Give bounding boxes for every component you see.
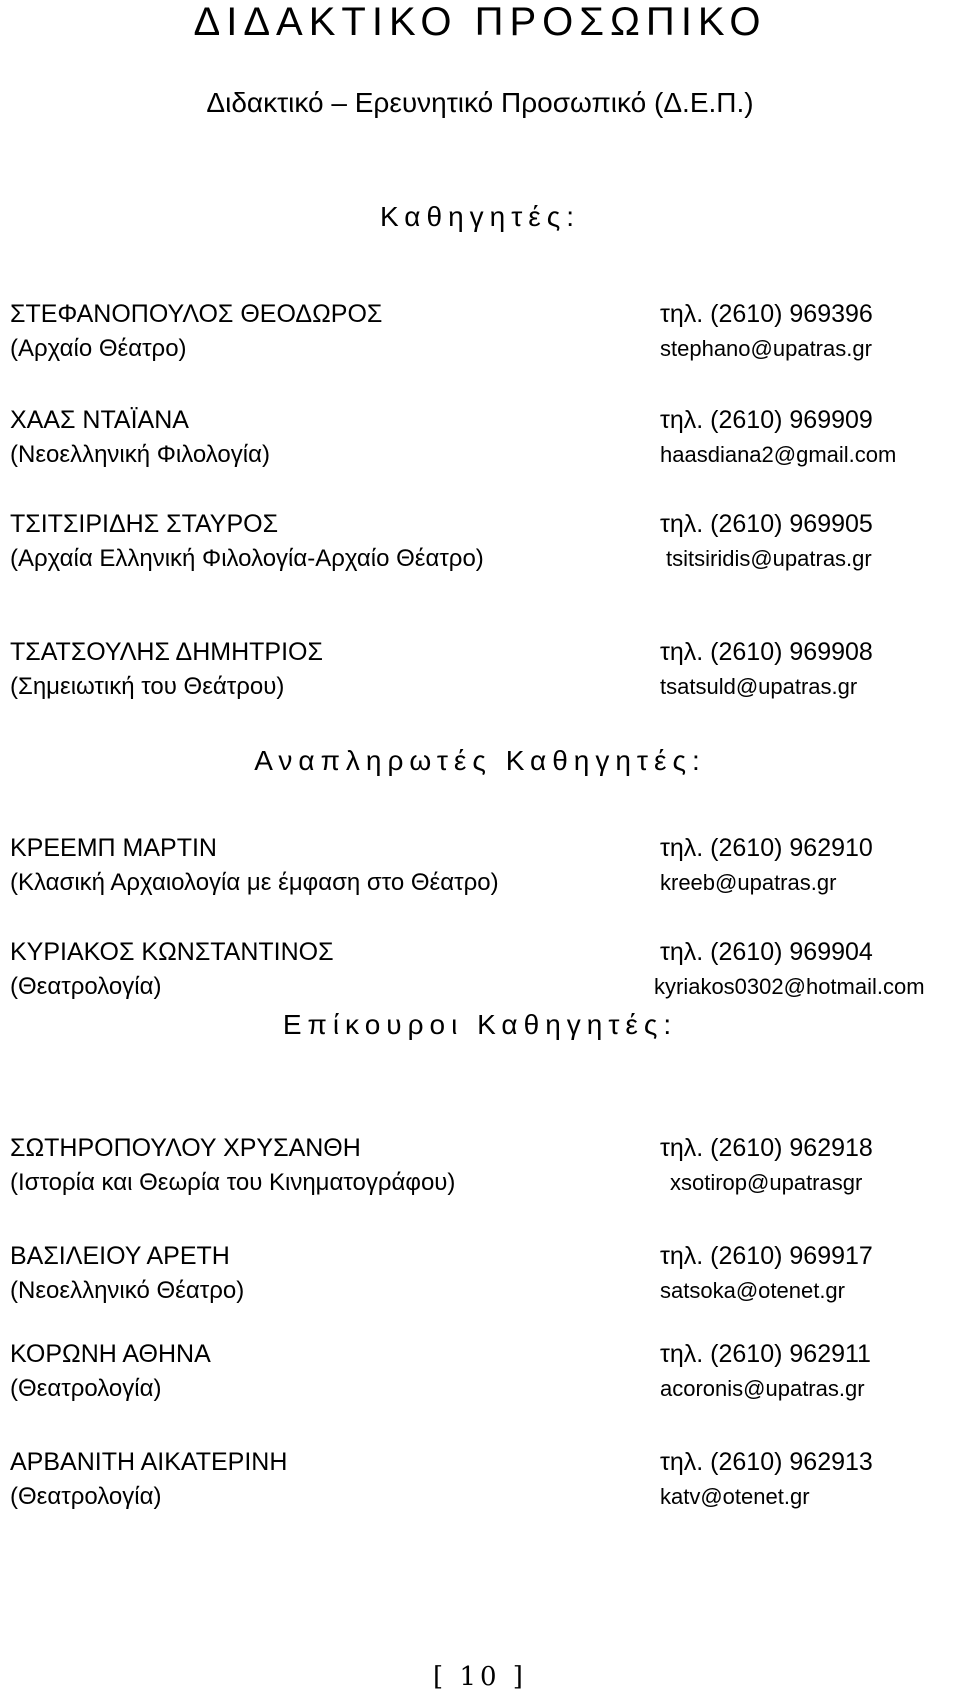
staff-email[interactable]: stephano@upatras.gr (660, 336, 872, 361)
staff-name: ΚΡΕΕΜΠ ΜΑΡΤΙΝ (10, 834, 217, 862)
staff-name: ΚΟΡΩΝΗ ΑΘΗΝΑ (10, 1340, 211, 1368)
page-number: [ 10 ] (433, 1662, 527, 1692)
staff-field: (Θεατρολογία) (10, 1483, 162, 1510)
staff-entry (10, 1336, 955, 1406)
staff-field: (Ιστορία και Θεωρία του Κινηματογράφου) (10, 1169, 456, 1196)
staff-entry (10, 402, 955, 472)
staff-entry (10, 830, 955, 900)
staff-entry (10, 1444, 955, 1514)
staff-entry (10, 296, 955, 366)
staff-entry (10, 634, 955, 704)
staff-field: (Αρχαία Ελληνική Φιλολογία-Αρχαίο Θέατρο) (10, 545, 484, 572)
staff-name: ΑΡΒΑΝΙΤΗ ΑΙΚΑΤΕΡΙΝΗ (10, 1448, 288, 1476)
staff-phone: τηλ. (2610) 969904 (660, 938, 873, 966)
staff-name: ΒΑΣΙΛΕΙΟΥ ΑΡΕΤΗ (10, 1242, 230, 1270)
staff-phone: τηλ. (2610) 969908 (660, 638, 873, 666)
staff-entry (10, 1130, 955, 1200)
staff-entry (10, 506, 955, 576)
staff-email[interactable]: katv@otenet.gr (660, 1484, 810, 1509)
staff-phone: τηλ. (2610) 969396 (660, 300, 873, 328)
staff-email[interactable]: kyriakos0302@hotmail.com (654, 974, 925, 999)
staff-field: (Θεατρολογία) (10, 973, 162, 1000)
staff-email[interactable]: kreeb@upatras.gr (660, 870, 837, 895)
staff-field: (Σημειωτική του Θεάτρου) (10, 673, 285, 700)
staff-email[interactable]: haasdiana2@gmail.com (660, 442, 897, 467)
staff-email[interactable]: tsitsiridis@upatras.gr (666, 546, 872, 571)
staff-entry (10, 1238, 955, 1308)
staff-name: ΧΑΑΣ ΝΤΑΪΑΝΑ (10, 406, 189, 434)
staff-name: ΚΥΡΙΑΚΟΣ ΚΩΝΣΤΑΝΤΙΝΟΣ (10, 938, 334, 966)
staff-field: (Νεοελληνικό Θέατρο) (10, 1277, 245, 1304)
staff-email[interactable]: xsotirop@upatrasgr (670, 1170, 863, 1195)
staff-email[interactable]: satsoka@otenet.gr (660, 1278, 845, 1303)
page-title: ΔΙΔΑΚΤΙΚΟ ΠΡΟΣΩΠΙΚΟ (193, 0, 767, 44)
staff-phone: τηλ. (2610) 962913 (660, 1448, 873, 1476)
staff-phone: τηλ. (2610) 969909 (660, 406, 873, 434)
staff-email[interactable]: tsatsuld@upatras.gr (660, 674, 858, 699)
section-heading-associate-professors: Αναπληρωτές Καθηγητές: (254, 745, 706, 776)
staff-name: ΤΣΑΤΣΟΥΛΗΣ ΔΗΜΗΤΡΙΟΣ (10, 638, 323, 666)
staff-phone: τηλ. (2610) 969917 (660, 1242, 873, 1270)
staff-name: ΣΤΕΦΑΝΟΠΟΥΛΟΣ ΘΕΟΔΩΡΟΣ (10, 300, 383, 328)
staff-field: (Θεατρολογία) (10, 1375, 162, 1402)
section-heading-professors: Καθηγητές: (379, 201, 581, 232)
staff-phone: τηλ. (2610) 962910 (660, 834, 873, 862)
staff-name: ΤΣΙΤΣΙΡΙΔΗΣ ΣΤΑΥΡΟΣ (10, 510, 279, 538)
staff-entry (10, 934, 955, 1004)
staff-name: ΣΩΤΗΡΟΠΟΥΛΟΥ ΧΡΥΣΑΝΘΗ (10, 1134, 361, 1162)
staff-phone: τηλ. (2610) 969905 (660, 510, 873, 538)
staff-phone: τηλ. (2610) 962911 (660, 1340, 871, 1368)
staff-email[interactable]: acoronis@upatras.gr (660, 1376, 865, 1401)
staff-field: (Αρχαίο Θέατρο) (10, 335, 187, 362)
page-subtitle: Διδακτικό – Ερευνητικό Προσωπικό (Δ.Ε.Π.) (206, 87, 754, 118)
section-heading-assistant-professors: Επίκουροι Καθηγητές: (282, 1009, 678, 1040)
staff-field: (Κλασική Αρχαιολογία με έμφαση στο Θέατρο) (10, 869, 499, 896)
staff-phone: τηλ. (2610) 962918 (660, 1134, 873, 1162)
staff-field: (Νεοελληνική Φιλολογία) (10, 441, 270, 468)
